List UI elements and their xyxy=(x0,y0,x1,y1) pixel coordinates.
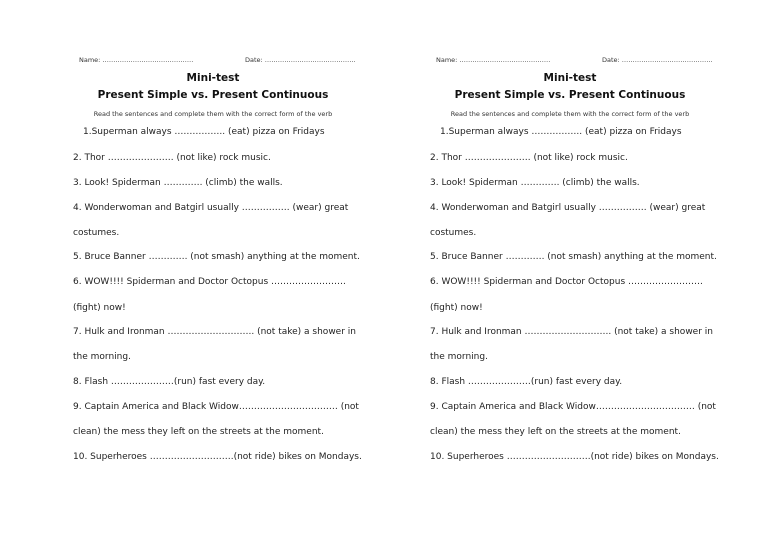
exercise-line-8: 8. Flash …………………(run) fast every day. xyxy=(430,377,623,387)
exercise-line-6: 6. WOW!!!! Spiderman and Doctor Octopus ……………………. xyxy=(73,277,346,287)
exercise-line-8: 8. Flash …………………(run) fast every day. xyxy=(73,377,266,387)
worksheet-subtitle: Present Simple vs. Present Continuous xyxy=(97,89,329,101)
date-field: Date: …………………………………… xyxy=(602,56,713,64)
exercise-line-4: 4. Wonderwoman and Batgirl usually ……………. (wear) great xyxy=(73,203,349,213)
exercise-line-5: 5. Bruce Banner …………. (not smash) anything at the moment. xyxy=(73,252,360,262)
worksheet-left xyxy=(73,0,373,543)
instruction-text: Read the sentences and complete them with the correct form of the verb xyxy=(450,110,690,118)
date-field: Date: …………………………………… xyxy=(245,56,356,64)
exercise-line-4-cont: costumes. xyxy=(73,228,120,238)
worksheet-right xyxy=(430,0,730,543)
instruction-text: Read the sentences and complete them with the correct form of the verb xyxy=(93,110,333,118)
exercise-line-4: 4. Wonderwoman and Batgirl usually ……………. (wear) great xyxy=(430,203,706,213)
exercise-line-10: 10. Superheroes ……………………….(not ride) bikes on Mondays. xyxy=(73,452,362,462)
exercise-line-1: 1.Superman always …………….. (eat) pizza on Fridays xyxy=(83,127,325,137)
exercise-line-3: 3. Look! Spiderman …………. (climb) the walls. xyxy=(73,178,283,188)
name-field: Name: …………………………………… xyxy=(436,56,551,64)
exercise-line-9: 9. Captain America and Black Widow…………………………… (not xyxy=(73,402,359,412)
exercise-line-4-cont: costumes. xyxy=(430,228,477,238)
worksheet-subtitle: Present Simple vs. Present Continuous xyxy=(454,89,686,101)
exercise-line-6-cont: (fight) now! xyxy=(430,303,483,313)
exercise-line-7: 7. Hulk and Ironman ……………………….. (not take) a shower in xyxy=(430,327,713,337)
worksheet-title: Mini-test xyxy=(543,72,597,84)
exercise-line-3: 3. Look! Spiderman …………. (climb) the walls. xyxy=(430,178,640,188)
exercise-line-9: 9. Captain America and Black Widow…………………………… (not xyxy=(430,402,716,412)
exercise-line-5: 5. Bruce Banner …………. (not smash) anything at the moment. xyxy=(430,252,717,262)
exercise-line-2: 2. Thor …………………. (not like) rock music. xyxy=(430,153,628,163)
exercise-line-10: 10. Superheroes ……………………….(not ride) bikes on Mondays. xyxy=(430,452,719,462)
exercise-line-7-cont: the morning. xyxy=(430,352,488,362)
exercise-line-6: 6. WOW!!!! Spiderman and Doctor Octopus ……………………. xyxy=(430,277,703,287)
exercise-line-1: 1.Superman always …………….. (eat) pizza on Fridays xyxy=(440,127,682,137)
exercise-line-7-cont: the morning. xyxy=(73,352,131,362)
exercise-line-2: 2. Thor …………………. (not like) rock music. xyxy=(73,153,271,163)
name-field: Name: …………………………………… xyxy=(79,56,194,64)
exercise-line-9-cont: clean) the mess they left on the streets at the moment. xyxy=(430,427,681,437)
worksheet-title: Mini-test xyxy=(186,72,240,84)
exercise-line-9-cont: clean) the mess they left on the streets at the moment. xyxy=(73,427,324,437)
exercise-line-7: 7. Hulk and Ironman ……………………….. (not take) a shower in xyxy=(73,327,356,337)
exercise-line-6-cont: (fight) now! xyxy=(73,303,126,313)
